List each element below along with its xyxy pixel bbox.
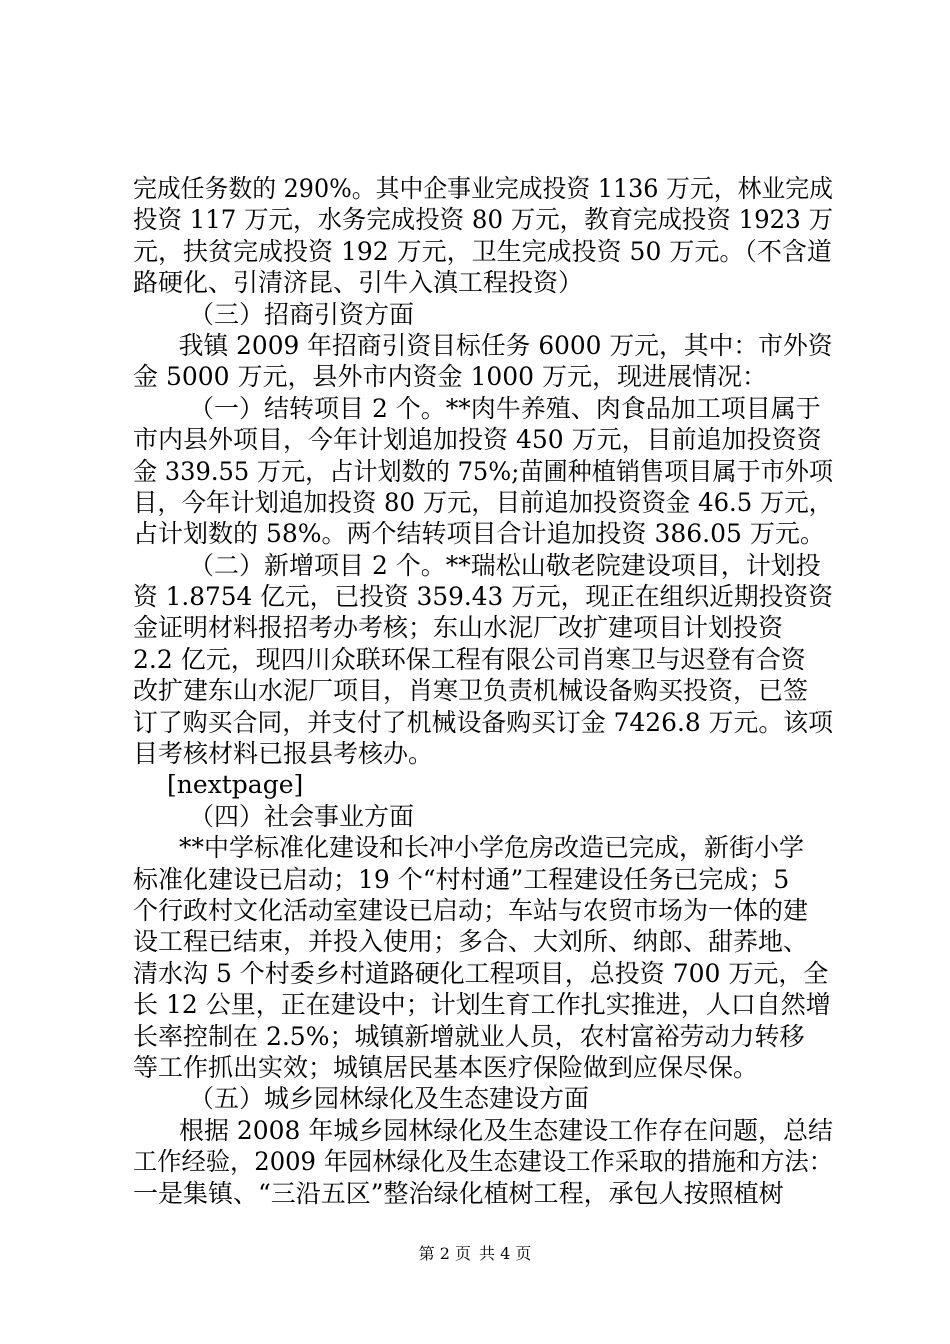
text-line: 等工作抓出实效；城镇居民基本医疗保险做到应保尽保。 xyxy=(133,1052,759,1082)
text-line: 市内县外项目，今年计划追加投资 450 万元，目前追加投资资 xyxy=(133,425,822,455)
text-line: （一）结转项目 2 个。**肉牛养殖、肉食品加工项目属于 xyxy=(189,393,821,423)
text-line: 目考核材料已报县考核办。 xyxy=(133,739,434,769)
text-line: 金证明材料报招考办考核；东山水泥厂改扩建项目计划投资 xyxy=(133,613,784,643)
text-line: 根据 2008 年城乡园林绿化及生态建设工作存在问题，总结 xyxy=(178,1115,833,1145)
text-line: 我镇 2009 年招商引资目标任务 6000 万元，其中：市外资 xyxy=(178,330,833,360)
text-line: 资 1.8754 亿元，已投资 359.43 万元，现正在组织近期投资资 xyxy=(133,582,833,612)
text-line: 设工程已结束，并投入使用；多合、大刘所、纳郎、甜荞地、 xyxy=(133,927,809,957)
text-line: 标准化建设已启动；19 个“村村通”工程建设任务已完成；5 xyxy=(133,864,790,894)
page-total: 共 4 页 xyxy=(479,1244,532,1263)
text-line: 2.2 亿元，现四川众联环保工程有限公司肖寒卫与迟登有合资 xyxy=(133,644,806,674)
text-line: （二）新增项目 2 个。**瑞松山敬老院建设项目，计划投 xyxy=(189,550,821,580)
text-line: 工作经验，2009 年园林绿化及生态建设工作采取的措施和方法： xyxy=(133,1147,834,1177)
text-line: 完成任务数的 290%。其中企事业完成投资 1136 万元，林业完成 xyxy=(133,174,833,203)
text-line: 个行政村文化活动室建设已启动；车站与农贸市场为一体的建 xyxy=(133,895,809,925)
text-line: 一是集镇、“三沿五区”整治绿化植树工程，承包人按照植树 xyxy=(133,1178,784,1208)
text-line: **中学标准化建设和长冲小学危房改造已完成，新街小学 xyxy=(179,833,805,863)
text-line: （五）城乡园林绿化及生态建设方面 xyxy=(189,1084,590,1114)
page-number: 第 2 页 xyxy=(418,1244,471,1263)
document-body xyxy=(133,173,833,1209)
text-line: 路硬化、引清济昆、引牛入滇工程投资） xyxy=(133,268,584,298)
text-line: 金 339.55 万元，占计划数的 75%;苗圃种植销售项目属于市外项 xyxy=(133,456,833,486)
text-line: 投资 117 万元，水务完成投资 80 万元，教育完成投资 1923 万 xyxy=(133,205,834,235)
text-line: 目，今年计划追加投资 80 万元，目前追加投资资金 46.5 万元， xyxy=(133,487,833,517)
text-line: 长 12 公里，正在建设中；计划生育工作扎实推进，人口自然增 xyxy=(133,990,831,1020)
text-line: （三）招商引资方面 xyxy=(189,299,415,329)
text-line: 元，扶贫完成投资 192 万元，卫生完成投资 50 万元。（不含道 xyxy=(133,236,832,266)
text-line: （四）社会事业方面 xyxy=(189,801,415,831)
text-line: 改扩建东山水泥厂项目，肖寒卫负责机械设备购买投资，已签 xyxy=(133,676,809,706)
text-line: 清水沟 5 个村委乡村道路硬化工程项目，总投资 700 万元，全 xyxy=(133,958,829,988)
text-line: 订了购买合同，并支付了机械设备购买订金 7426.8 万元。该项 xyxy=(133,707,833,737)
text-line: 占计划数的 58%。两个结转项目合计追加投资 386.05 万元。 xyxy=(133,519,825,549)
text-line: 长率控制在 2.5%；城镇新增就业人员，农村富裕劳动力转移 xyxy=(133,1021,805,1051)
text-line: [nextpage] xyxy=(167,770,304,800)
text-line: 金 5000 万元，县外市内资金 1000 万元，现进展情况： xyxy=(133,362,768,392)
page-footer xyxy=(0,1241,950,1264)
